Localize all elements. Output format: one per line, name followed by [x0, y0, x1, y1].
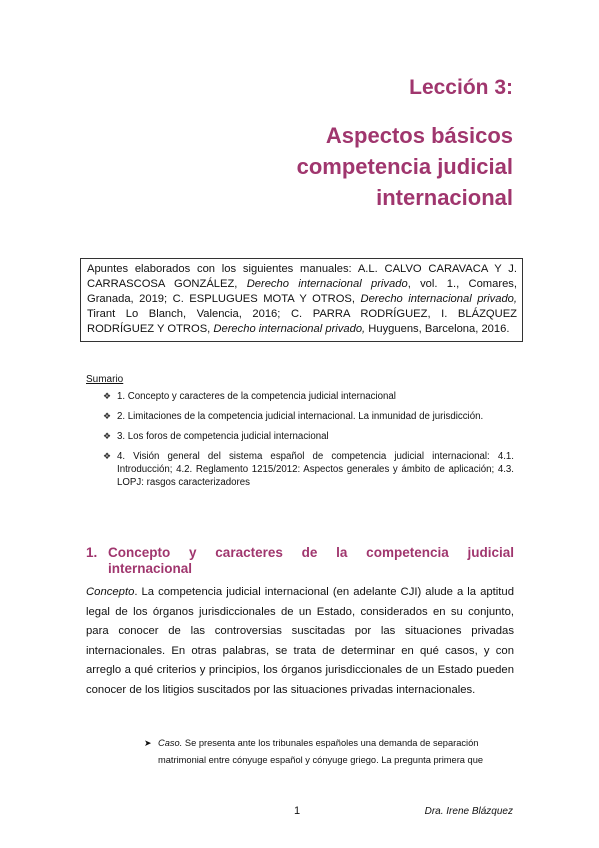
summary-item: [103, 390, 514, 403]
title-line-1: Aspectos básicos: [325, 123, 513, 148]
diamond-bullet-icon: ❖: [103, 431, 112, 441]
summary-item-text: 2. Limitaciones de la competencia judicial internacional. La inmunidad de jurisdicción.: [117, 411, 484, 422]
page-title: [213, 120, 513, 213]
case-note: [144, 735, 514, 769]
summary-item: [103, 430, 514, 443]
sources-text-2: , vol. 1., Comares, Granada, 2019; C. ESPLUGUES MOTA Y OTROS,: [87, 277, 517, 305]
title-line-2: competencia judicial: [296, 154, 513, 179]
sources-text-3: Tirant Lo Blanch, Valencia, 2016; C. PARRA RODRÍGUEZ, I. BLÁZQUEZ RODRÍGUEZ Y OTROS,: [87, 307, 517, 335]
sources-italic-2: Derecho internacional privado,: [360, 292, 517, 305]
paragraph-text: . La competencia judicial internacional (en adelante CJI) alude a la aptitud legal de los órganos jurisdiccionales de un Estado, considerados en su conjunto, para conocer de las controversias suscitadas por las situaciones privadas internacionales. En otras palabras, se trata de determinar en qué casos, y con arreglo a qué criterios y principios, los órganos jurisdiccionales de un Estado pueden conocer de los litigios suscitados por las situaciones privadas internacionales.: [86, 586, 514, 696]
summary-item: [103, 450, 514, 489]
summary-label: Sumario: [86, 374, 124, 385]
diamond-bullet-icon: ❖: [103, 391, 112, 401]
body-paragraph: [86, 583, 514, 701]
sources-text-4: Huyguens, Barcelona, 2016.: [365, 322, 510, 335]
section-heading: [86, 545, 514, 577]
summary-item: [103, 410, 514, 423]
summary-item-text: 4. Visión general del sistema español de competencia judicial internacional: 4.1. Introducción; 4.2. Reglamento 1215/2012: Aspectos generales y ámbito de aplicación; 4.3. LOPJ: rasgos caracterizadores: [117, 451, 514, 488]
arrow-bullet-icon: ➤: [144, 738, 152, 748]
section-heading-line-1: Concepto y caracteres de la competencia judicial: [108, 545, 514, 560]
diamond-bullet-icon: ❖: [103, 451, 112, 461]
sources-italic-1: Derecho internacional privado: [246, 277, 408, 290]
section-heading-line-2: internacional: [108, 561, 193, 576]
footer-author: Dra. Irene Blázquez: [424, 806, 513, 817]
case-lead: Caso.: [158, 738, 183, 748]
lesson-label: Lección 3:: [409, 76, 513, 99]
title-line-3: internacional: [376, 185, 513, 210]
section-number: 1.: [86, 545, 98, 560]
sources-box: [80, 258, 523, 342]
paragraph-lead: Concepto: [86, 586, 135, 598]
summary-list: [103, 390, 514, 496]
sources-italic-3: Derecho internacional privado,: [213, 322, 366, 335]
case-text: Se presenta ante los tribunales españoles una demanda de separación matrimonial entre cónyuge español y cónyuge griego. La pregunta primera que: [158, 738, 484, 765]
summary-item-text: 1. Concepto y caracteres de la competencia judicial internacional: [117, 391, 396, 402]
summary-item-text: 3. Los foros de competencia judicial internacional: [117, 431, 329, 442]
diamond-bullet-icon: ❖: [103, 411, 112, 421]
sources-text-1: Apuntes elaborados con los siguientes manuales: A.L. CALVO CARAVACA Y J. CARRASCOSA GONZÁLEZ,: [87, 263, 517, 290]
page-number: 1: [294, 805, 301, 817]
